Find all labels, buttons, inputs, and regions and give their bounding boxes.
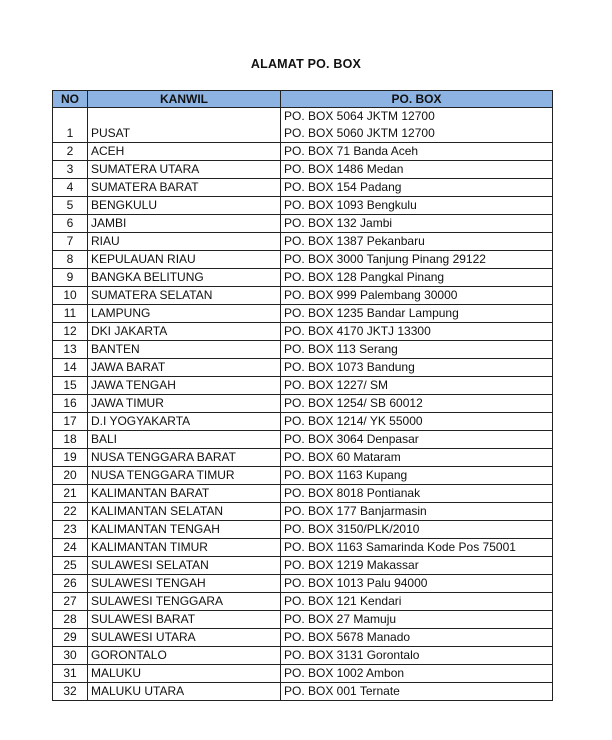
cell-no: 15: [53, 377, 88, 395]
cell-kanwil: KALIMANTAN BARAT: [88, 485, 281, 503]
cell-pobox: PO. BOX 3131 Gorontalo: [281, 647, 553, 665]
cell-no: 30: [53, 647, 88, 665]
cell-no: 5: [53, 197, 88, 215]
cell-no: 4: [53, 179, 88, 197]
cell-no: 16: [53, 395, 88, 413]
table-row: [53, 215, 553, 233]
cell-pobox: PO. BOX 1486 Medan: [281, 161, 553, 179]
cell-pobox: PO. BOX 121 Kendari: [281, 593, 553, 611]
cell-pobox-line: PO. BOX 5060 JKTM 12700: [284, 126, 435, 140]
table-row: [53, 413, 553, 431]
cell-kanwil: MALUKU: [88, 665, 281, 683]
cell-pobox: PO. BOX 1163 Samarinda Kode Pos 75001: [281, 539, 553, 557]
cell-kanwil: MALUKU UTARA: [88, 683, 281, 701]
cell-kanwil: JAWA TENGAH: [88, 377, 281, 395]
cell-no: 29: [53, 629, 88, 647]
cell-no: 28: [53, 611, 88, 629]
cell-kanwil: BANGKA BELITUNG: [88, 269, 281, 287]
cell-kanwil: KALIMANTAN SELATAN: [88, 503, 281, 521]
cell-no: 17: [53, 413, 88, 431]
cell-pobox: PO. BOX 999 Palembang 30000: [281, 287, 553, 305]
cell-kanwil: NUSA TENGGARA TIMUR: [88, 467, 281, 485]
cell-kanwil: SULAWESI SELATAN: [88, 557, 281, 575]
page-title: ALAMAT PO. BOX: [250, 57, 362, 71]
cell-kanwil: LAMPUNG: [88, 305, 281, 323]
cell-no: 31: [53, 665, 88, 683]
cell-no: 3: [53, 161, 88, 179]
table-row: [53, 287, 553, 305]
cell-no: 12: [53, 323, 88, 341]
cell-pobox: PO. BOX 1235 Bandar Lampung: [281, 305, 553, 323]
cell-kanwil: SULAWESI TENGAH: [88, 575, 281, 593]
cell-kanwil: D.I YOGYAKARTA: [88, 413, 281, 431]
cell-no: 26: [53, 575, 88, 593]
cell-no: 24: [53, 539, 88, 557]
cell-no: 18: [53, 431, 88, 449]
cell-pobox: PO. BOX 132 Jambi: [281, 215, 553, 233]
cell-pobox: PO. BOX 1002 Ambon: [281, 665, 553, 683]
table-row: [53, 251, 553, 269]
header-no: NO: [53, 91, 88, 108]
table-row: [53, 197, 553, 215]
cell-kanwil: KEPULAUAN RIAU: [88, 251, 281, 269]
table-row: [53, 539, 553, 557]
cell-no: 25: [53, 557, 88, 575]
cell-no: 19: [53, 449, 88, 467]
cell-no: 11: [53, 305, 88, 323]
cell-no: 8: [53, 251, 88, 269]
cell-kanwil: JAWA TIMUR: [88, 395, 281, 413]
cell-pobox: PO. BOX 1387 Pekanbaru: [281, 233, 553, 251]
cell-pobox: PO. BOX 113 Serang: [281, 341, 553, 359]
table-header-row: [53, 91, 553, 108]
header-pobox: PO. BOX: [281, 91, 553, 108]
cell-kanwil: DKI JAKARTA: [88, 323, 281, 341]
cell-pobox-line: PO. BOX 5064 JKTM 12700: [284, 109, 435, 123]
table-row: [53, 449, 553, 467]
cell-no: 22: [53, 503, 88, 521]
cell-kanwil: SULAWESI UTARA: [88, 629, 281, 647]
cell-no: 7: [53, 233, 88, 251]
cell-kanwil: SULAWESI TENGGARA: [88, 593, 281, 611]
cell-pobox: PO. BOX 8018 Pontianak: [281, 485, 553, 503]
cell-pobox: PO. BOX 5678 Manado: [281, 629, 553, 647]
cell-kanwil: BENGKULU: [88, 197, 281, 215]
cell-pobox: PO. BOX 3150/PLK/2010: [281, 521, 553, 539]
cell-no: 32: [53, 683, 88, 701]
table-row: [53, 575, 553, 593]
table-row: [53, 395, 553, 413]
cell-kanwil: SULAWESI BARAT: [88, 611, 281, 629]
cell-kanwil: RIAU: [88, 233, 281, 251]
cell-kanwil: ACEH: [88, 143, 281, 161]
cell-pobox: PO. BOX 001 Ternate: [281, 683, 553, 701]
cell-kanwil: JAWA BARAT: [88, 359, 281, 377]
cell-pobox: PO. BOX 3064 Denpasar: [281, 431, 553, 449]
table-row: [53, 323, 553, 341]
cell-kanwil: NUSA TENGGARA BARAT: [88, 449, 281, 467]
cell-pobox: PO. BOX 1214/ YK 55000: [281, 413, 553, 431]
cell-pobox: PO. BOX 1093 Bengkulu: [281, 197, 553, 215]
cell-no: 6: [53, 215, 88, 233]
cell-pobox: PO. BOX 1254/ SB 60012: [281, 395, 553, 413]
cell-pobox: PO. BOX 154 Padang: [281, 179, 553, 197]
table-row: [53, 647, 553, 665]
cell-pobox: [281, 108, 553, 143]
table-row: [53, 341, 553, 359]
table-row: [53, 665, 553, 683]
table-row: [53, 233, 553, 251]
table-row: [53, 485, 553, 503]
cell-pobox: PO. BOX 177 Banjarmasin: [281, 503, 553, 521]
table-row: [53, 521, 553, 539]
cell-kanwil: SUMATERA BARAT: [88, 179, 281, 197]
table-row: [53, 143, 553, 161]
cell-no: 1: [53, 108, 88, 143]
cell-pobox: PO. BOX 1163 Kupang: [281, 467, 553, 485]
cell-pobox: PO. BOX 1073 Bandung: [281, 359, 553, 377]
cell-pobox: PO. BOX 4170 JKTJ 13300: [281, 323, 553, 341]
table-row: [53, 467, 553, 485]
table-row: [53, 557, 553, 575]
cell-pobox: PO. BOX 60 Mataram: [281, 449, 553, 467]
table-row: [53, 269, 553, 287]
cell-no: 9: [53, 269, 88, 287]
cell-kanwil: GORONTALO: [88, 647, 281, 665]
cell-pobox: PO. BOX 1227/ SM: [281, 377, 553, 395]
cell-no: 14: [53, 359, 88, 377]
table-row: [53, 359, 553, 377]
cell-kanwil: BANTEN: [88, 341, 281, 359]
cell-no: 2: [53, 143, 88, 161]
cell-no: 21: [53, 485, 88, 503]
cell-kanwil: KALIMANTAN TIMUR: [88, 539, 281, 557]
table-row: [53, 108, 553, 143]
table-row: [53, 377, 553, 395]
cell-pobox: PO. BOX 71 Banda Aceh: [281, 143, 553, 161]
cell-kanwil: BALI: [88, 431, 281, 449]
cell-no: 20: [53, 467, 88, 485]
po-box-table: [52, 90, 553, 701]
cell-pobox: PO. BOX 3000 Tanjung Pinang 29122: [281, 251, 553, 269]
cell-pobox: PO. BOX 128 Pangkal Pinang: [281, 269, 553, 287]
cell-no: 13: [53, 341, 88, 359]
table-row: [53, 611, 553, 629]
cell-kanwil: KALIMANTAN TENGAH: [88, 521, 281, 539]
cell-no: 27: [53, 593, 88, 611]
cell-kanwil: JAMBI: [88, 215, 281, 233]
cell-no: 23: [53, 521, 88, 539]
table-row: [53, 683, 553, 701]
table-row: [53, 593, 553, 611]
cell-kanwil: PUSAT: [88, 108, 281, 143]
cell-no: 10: [53, 287, 88, 305]
table-row: [53, 629, 553, 647]
cell-pobox: PO. BOX 1219 Makassar: [281, 557, 553, 575]
table-row: [53, 431, 553, 449]
cell-kanwil: SUMATERA SELATAN: [88, 287, 281, 305]
table-row: [53, 503, 553, 521]
cell-kanwil: SUMATERA UTARA: [88, 161, 281, 179]
table-row: [53, 305, 553, 323]
table-row: [53, 179, 553, 197]
header-kanwil: KANWIL: [88, 91, 281, 108]
cell-pobox: PO. BOX 27 Mamuju: [281, 611, 553, 629]
cell-pobox: PO. BOX 1013 Palu 94000: [281, 575, 553, 593]
table-row: [53, 161, 553, 179]
